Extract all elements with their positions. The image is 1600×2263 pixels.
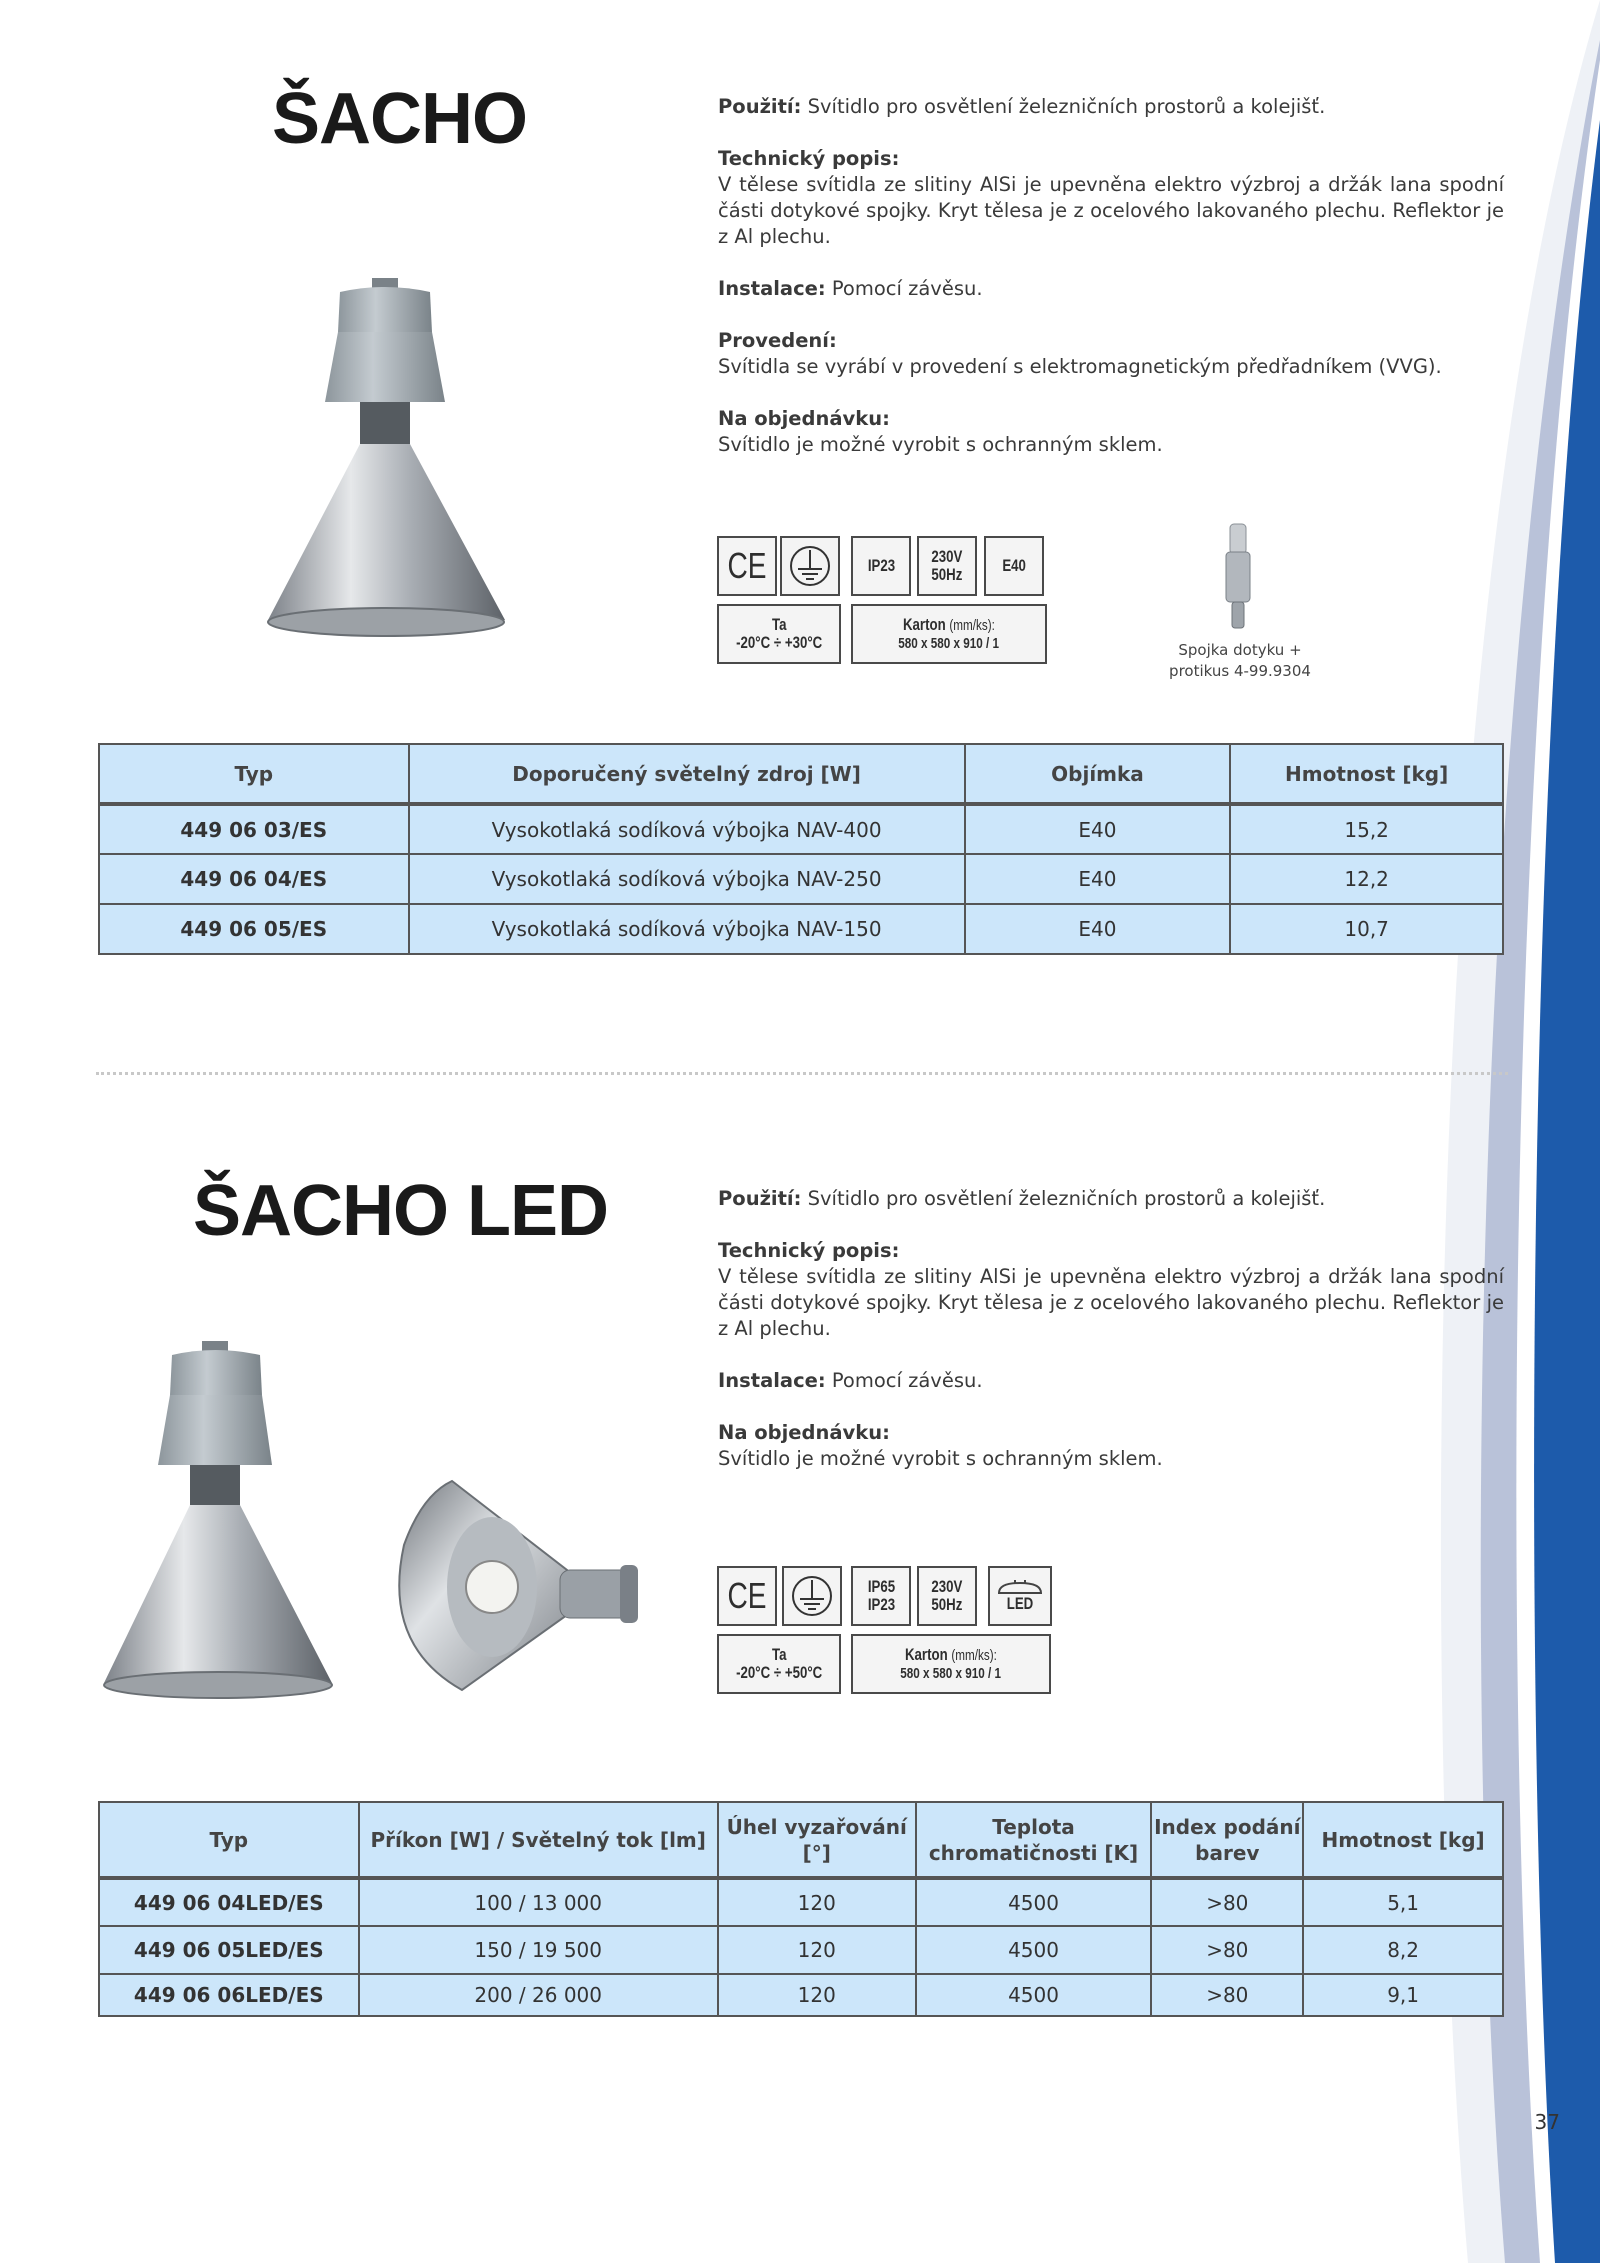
karton-badge: Karton (mm/ks): 580 x 580 x 910 / 1 [851, 1634, 1051, 1694]
cell-typ: 449 06 05LED/ES [99, 1926, 359, 1974]
ip-rating-badge: IP65 IP23 [851, 1566, 911, 1626]
karton-badge: Karton (mm/ks): 580 x 580 x 910 / 1 [851, 604, 1047, 664]
install-label: Instalace: [718, 1369, 826, 1392]
page-number: 37 [1534, 2110, 1560, 2134]
install-text: Pomocí závěsu. [831, 277, 983, 300]
ce-mark-icon: CE [717, 1566, 777, 1626]
table-row [99, 1974, 1503, 2016]
lamp-image [100, 1335, 340, 1710]
cell-typ: 449 06 04LED/ES [99, 1878, 359, 1926]
col-power-flux: Příkon [W] / Světelný tok [lm] [359, 1802, 718, 1878]
cell-beam-angle: 120 [718, 1974, 916, 2016]
table-row [99, 804, 1503, 854]
usage-label: Použití: [718, 1187, 802, 1210]
led-badge: LED [988, 1566, 1052, 1626]
order-label: Na objednávku: [718, 407, 890, 430]
product-title: ŠACHO [272, 79, 528, 159]
ambient-temp-badge: Ta -20°C ÷ +50°C [717, 1634, 841, 1694]
ground-symbol-icon [780, 536, 840, 596]
order-label: Na objednávku: [718, 1421, 890, 1444]
col-cri: Index podání barev [1151, 1802, 1303, 1878]
voltage-badge: 230V 50Hz [917, 1566, 977, 1626]
cell-weight: 8,2 [1303, 1926, 1503, 1974]
order-text: Svítidlo je možné vyrobit s ochranným sklem. [718, 1447, 1163, 1470]
table-row [99, 854, 1503, 904]
col-weight: Hmotnost [kg] [1303, 1802, 1503, 1878]
cell-typ: 449 06 06LED/ES [99, 1974, 359, 2016]
cell-weight: 12,2 [1230, 854, 1503, 904]
design-text: Svítidla se vyrábí v provedení s elektromagnetickým předřadníkem (VVG). [718, 355, 1442, 378]
col-weight: Hmotnost [kg] [1230, 744, 1503, 804]
socket-badge: E40 [984, 536, 1044, 596]
cell-weight: 10,7 [1230, 904, 1503, 954]
cell-cri: >80 [1151, 1974, 1303, 2016]
usage-label: Použití: [718, 95, 802, 118]
table-row [99, 904, 1503, 954]
col-typ: Typ [99, 744, 409, 804]
cell-light-source: Vysokotlaká sodíková výbojka NAV-400 [409, 804, 965, 854]
cell-socket: E40 [965, 804, 1231, 854]
coupling-caption: Spojka dotyku + protikus 4-99.9304 [1169, 641, 1311, 680]
cell-typ: 449 06 03/ES [99, 804, 409, 854]
cell-color-temp: 4500 [916, 1926, 1152, 1974]
section-divider [96, 1072, 1508, 1075]
cell-typ: 449 06 05/ES [99, 904, 409, 954]
voltage-badge: 230V 50Hz [917, 536, 977, 596]
cell-color-temp: 4500 [916, 1878, 1152, 1926]
spec-table-sacho-led [98, 1801, 1504, 2017]
coupling-image [1218, 522, 1258, 632]
col-beam-angle: Úhel vyzařování [°] [718, 1802, 916, 1878]
table-row [99, 1878, 1503, 1926]
product-description [718, 94, 1504, 484]
tech-text: V tělese svítidla ze slitiny AlSi je upevněna elektro výzbroj a držák lana spodní části dotykové spojky. Kryt tělesa je z ocelového lakovaného plechu. Reflektor je z Al plechu. [718, 173, 1504, 248]
tech-text: V tělese svítidla ze slitiny AlSi je upevněna elektro výzbroj a držák lana spodní části dotykové spojky. Kryt tělesa je z ocelového lakovaného plechu. Reflektor je z Al plechu. [718, 1265, 1504, 1340]
cell-light-source: Vysokotlaká sodíková výbojka NAV-250 [409, 854, 965, 904]
col-socket: Objímka [965, 744, 1231, 804]
install-text: Pomocí závěsu. [831, 1369, 983, 1392]
usage-text: Svítidlo pro osvětlení železničních prostorů a kolejišť. [807, 95, 1326, 118]
cell-typ: 449 06 04/ES [99, 854, 409, 904]
cell-color-temp: 4500 [916, 1974, 1152, 2016]
cell-weight: 5,1 [1303, 1878, 1503, 1926]
cell-cri: >80 [1151, 1926, 1303, 1974]
table-row [99, 1926, 1503, 1974]
cell-power-flux: 150 / 19 500 [359, 1926, 718, 1974]
cell-weight: 15,2 [1230, 804, 1503, 854]
install-label: Instalace: [718, 277, 826, 300]
ip-rating-badge: IP23 [851, 536, 911, 596]
col-typ: Typ [99, 1802, 359, 1878]
tech-label: Technický popis: [718, 147, 900, 170]
col-light-source: Doporučený světelný zdroj [W] [409, 744, 965, 804]
lamp-image [260, 270, 520, 650]
cell-weight: 9,1 [1303, 1974, 1503, 2016]
product-title: ŠACHO LED [193, 1171, 609, 1251]
order-text: Svítidlo je možné vyrobit s ochranným sklem. [718, 433, 1163, 456]
cell-cri: >80 [1151, 1878, 1303, 1926]
cell-beam-angle: 120 [718, 1878, 916, 1926]
cell-power-flux: 200 / 26 000 [359, 1974, 718, 2016]
col-color-temp: Teplota chromatičnosti [K] [916, 1802, 1152, 1878]
ground-symbol-icon [782, 1566, 842, 1626]
cell-light-source: Vysokotlaká sodíková výbojka NAV-150 [409, 904, 965, 954]
usage-text: Svítidlo pro osvětlení železničních prostorů a kolejišť. [807, 1187, 1326, 1210]
tech-label: Technický popis: [718, 1239, 900, 1262]
product-description [718, 1186, 1504, 1498]
led-reflector-image [392, 1475, 652, 1695]
ce-mark-icon: CE [717, 536, 777, 596]
lamp-outline-icon [995, 1579, 1045, 1595]
spec-table-sacho [98, 743, 1504, 955]
cell-socket: E40 [965, 904, 1231, 954]
cell-socket: E40 [965, 854, 1231, 904]
ambient-temp-badge: Ta -20°C ÷ +30°C [717, 604, 841, 664]
cell-beam-angle: 120 [718, 1926, 916, 1974]
cell-power-flux: 100 / 13 000 [359, 1878, 718, 1926]
design-label: Provedení: [718, 329, 837, 352]
